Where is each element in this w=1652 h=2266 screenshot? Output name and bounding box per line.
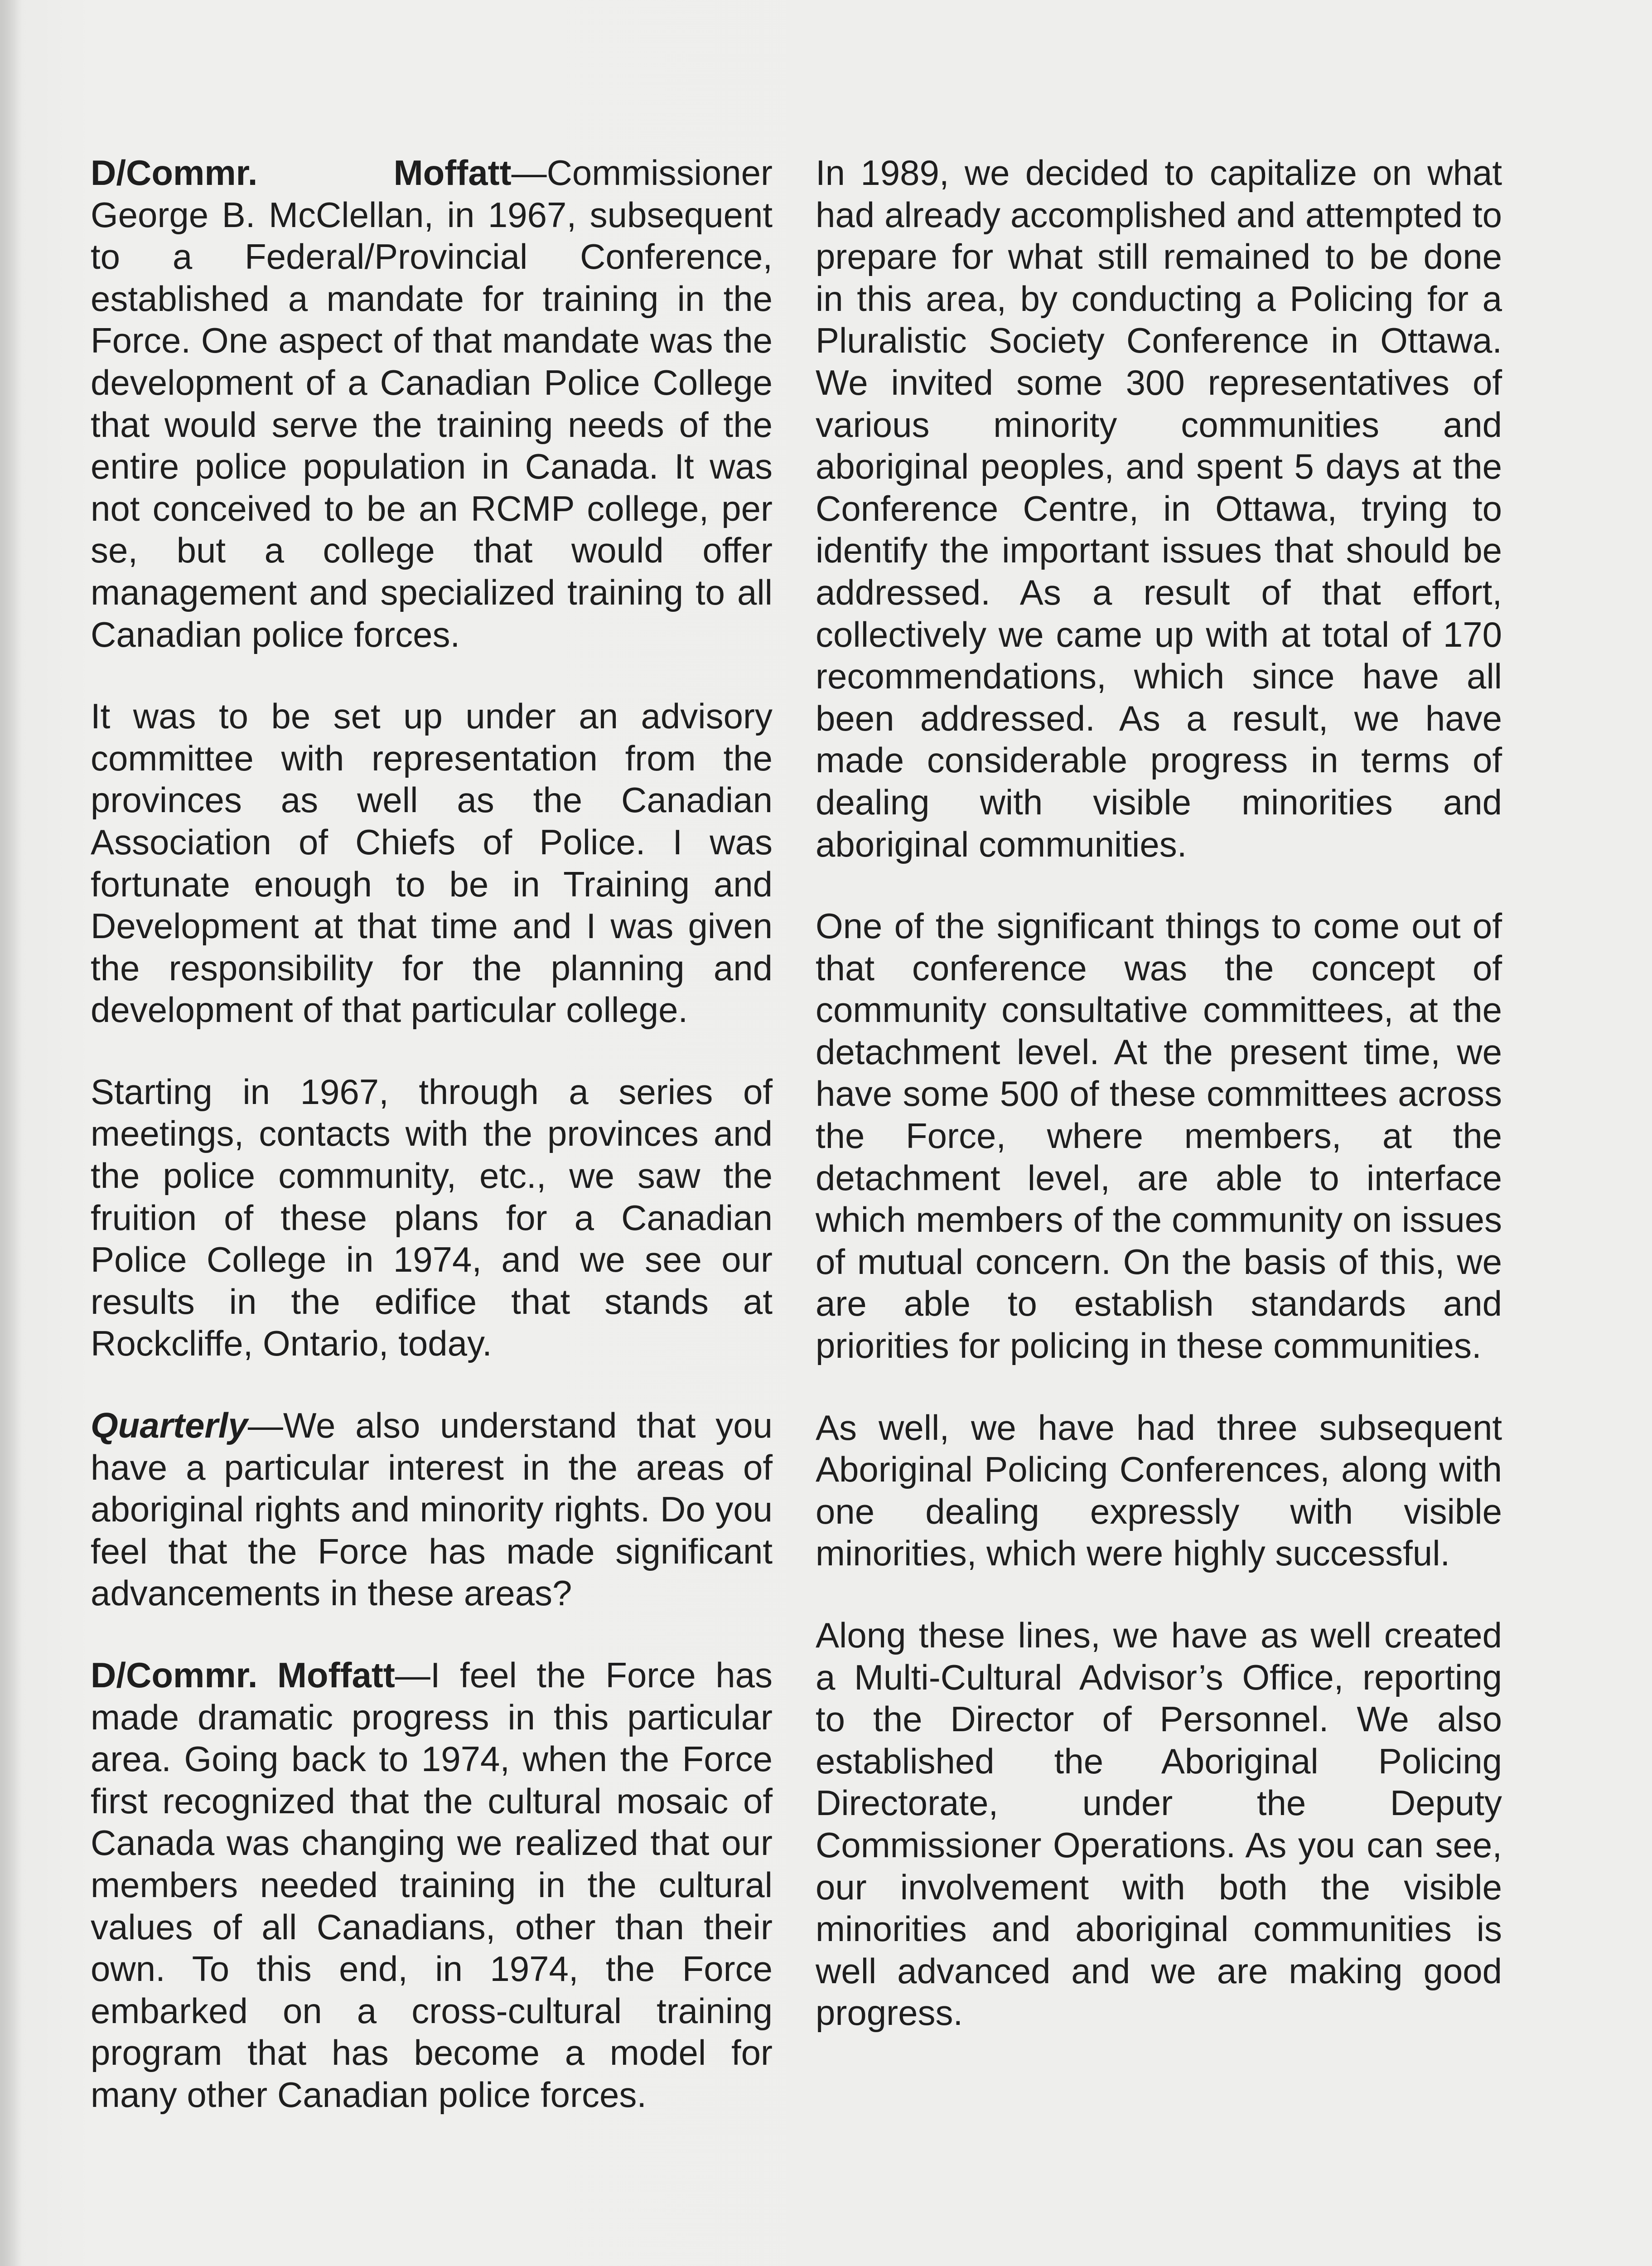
left-column — [91, 152, 773, 2156]
paragraph — [91, 152, 773, 655]
paragraph-text: —We also understand that you have a particular interest in the areas of aboriginal rights and minority rights. Do you feel that the Force has made significant advancements in these areas? — [91, 1405, 773, 1613]
paragraph-text: It was to be set up under an advisory committee with representation from the provinces as well as the Canadian Association of Chiefs of Police. I was fortunate enough to be in Training and Development at that time and I was given the responsibility for the planning and development of that particular college. — [91, 696, 773, 1030]
paragraph-text: In 1989, we decided to capitalize on what had already accomplished and attempted to prepare for what still remained to be done in this area, by conducting a Policing for a Pluralistic Society Conference in Ottawa. We invited some 300 representatives of various minority communities and aboriginal peoples, and spent 5 days at the Conference Centre, in Ottawa, trying to identify the important issues that should be addressed. As a result of that effort, collectively we came up with at total of 170 recommendations, which since have all been addressed. As a result, we have made considerable progress in terms of dealing with visible minorities and aboriginal communities. — [816, 153, 1502, 864]
paragraph-text: —Commissioner George B. McClellan, in 1967, subsequent to a Federal/Provincial Conference, established a mandate for training in the Force. One aspect of that mandate was the development of a Canadian Police College that would serve the training needs of the entire police population in Canada. It was not conceived to be an RCMP college, per se, but a college that would offer management and specialized training to all Canadian police forces. — [91, 153, 773, 654]
paragraph-text: —I feel the Force has made dramatic progress in this particular area. Going back to 1974, when the Force first recognized that the cultural mosaic of Canada was changing we realized that our members needed training in the cultural values of all Canadians, other than their own. To this end, in 1974, the Force embarked on a cross-cultural training program that has become a model for many other Canadian police forces. — [91, 1655, 773, 2115]
paragraph — [816, 905, 1502, 1367]
paragraph-text: One of the significant things to come out of that conference was the concept of community consultative committees, at the detachment level. At the present time, we have some 500 of these committees across the Force, where members, at the detachment level, are able to interface which members of the community on issues of mutual concern. On the basis of this, we are able to establish standards and priorities for policing in these communities. — [816, 906, 1502, 1366]
paragraph-text: As well, we have had three subsequent Aboriginal Policing Conferences, along with one dealing expressly with visible minorities, which were highly successful. — [816, 1407, 1502, 1574]
speaker-label: D/Commr. Moffatt — [91, 153, 512, 193]
page-binding-shadow — [0, 0, 23, 2266]
speaker-label: Quarterly — [91, 1405, 248, 1446]
paragraph-text: Starting in 1967, through a series of meetings, contacts with the provinces and the police community, etc., we saw the fruition of these plans for a Canadian Police College in 1974, and we see our results in the edifice that stands at Rockcliffe, Ontario, today. — [91, 1071, 773, 1364]
paragraph — [91, 1071, 773, 1365]
paragraph — [816, 1407, 1502, 1574]
paragraph — [91, 1404, 773, 1614]
paragraph — [816, 1614, 1502, 2034]
paragraph — [91, 695, 773, 1031]
paragraph-text: Along these lines, we have as well created a Multi-Cultural Advisor’s Office, reporting to the Director of Personnel. We also established the Aboriginal Policing Directorate, under the Deputy Commissioner Operations. As you can see, our involvement with both the visible minorities and aboriginal communities is well advanced and we are making good progress. — [816, 1615, 1502, 2033]
paragraph — [816, 152, 1502, 865]
right-column — [816, 152, 1502, 2074]
speaker-label: D/Commr. Moffatt — [91, 1655, 395, 1695]
paragraph — [91, 1654, 773, 2116]
